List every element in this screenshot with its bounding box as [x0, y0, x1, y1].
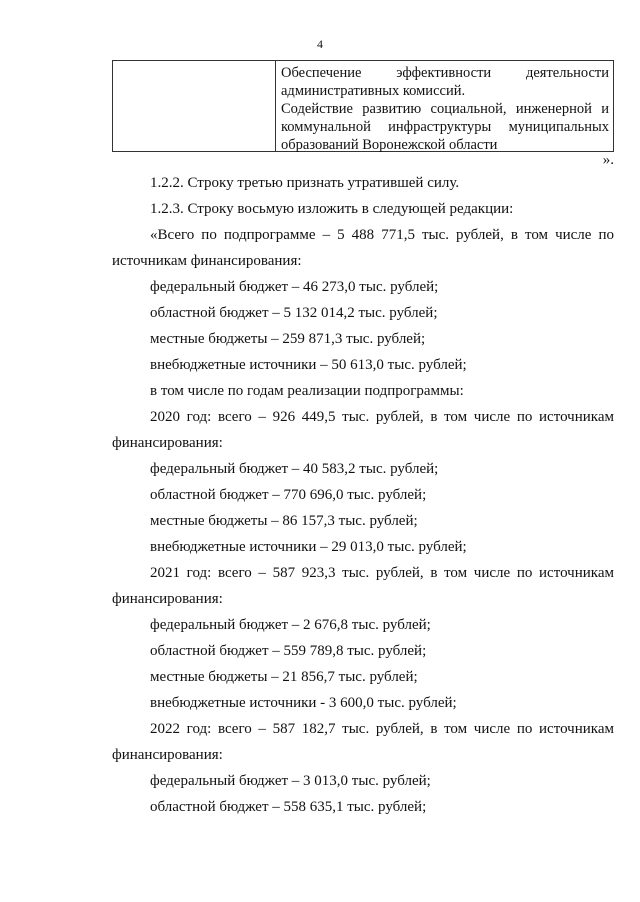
- paragraph: местные бюджеты – 259 871,3 тыс. рублей;: [150, 331, 426, 347]
- paragraph: областной бюджет – 559 789,8 тыс. рублей;: [150, 643, 427, 659]
- paragraph: 1.2.3. Строку восьмую изложить в следующей редакции:: [150, 201, 514, 217]
- paragraph: финансирования:: [112, 435, 223, 451]
- paragraph: федеральный бюджет – 3 013,0 тыс. рублей;: [150, 773, 431, 789]
- paragraph: местные бюджеты – 21 856,7 тыс. рублей;: [150, 669, 418, 685]
- paragraph: федеральный бюджет – 40 583,2 тыс. рублей;: [150, 461, 439, 477]
- paragraph: финансирования:: [112, 747, 223, 763]
- page-number: 4: [317, 37, 323, 51]
- table-cell-text: [281, 64, 609, 154]
- table-column-divider: [275, 61, 276, 151]
- table-cell-line: образований Воронежской области: [281, 137, 498, 153]
- paragraph: местные бюджеты – 86 157,3 тыс. рублей;: [150, 513, 418, 529]
- paragraph: финансирования:: [112, 591, 223, 607]
- paragraph: областной бюджет – 5 132 014,2 тыс. рублей;: [150, 305, 438, 321]
- paragraph: «Всего по подпрограмме – 5 488 771,5 тыс. рублей, в том числе по: [150, 227, 614, 243]
- paragraph: федеральный бюджет – 46 273,0 тыс. рублей;: [150, 279, 439, 295]
- paragraph: областной бюджет – 558 635,1 тыс. рублей;: [150, 799, 427, 815]
- paragraph: источникам финансирования:: [112, 253, 302, 269]
- paragraph: в том числе по годам реализации подпрограммы:: [150, 383, 464, 399]
- paragraph: 2021 год: всего – 587 923,3 тыс. рублей, в том числе по источникам: [150, 565, 614, 581]
- closing-quote: ».: [602, 152, 614, 168]
- paragraph: внебюджетные источники – 29 013,0 тыс. рублей;: [150, 539, 467, 555]
- table-cell-line: Обеспечение эффективности деятельности: [281, 65, 609, 81]
- table-cell-line: административных комиссий.: [281, 83, 466, 99]
- paragraph: 2022 год: всего – 587 182,7 тыс. рублей, в том числе по источникам: [150, 721, 614, 737]
- paragraph: 2020 год: всего – 926 449,5 тыс. рублей, в том числе по источникам: [150, 409, 614, 425]
- table-cell-line: коммунальной инфраструктуры муниципальных: [281, 119, 609, 135]
- paragraph: 1.2.2. Строку третью признать утратившей силу.: [150, 175, 460, 191]
- paragraph: внебюджетные источники - 3 600,0 тыс. рублей;: [150, 695, 457, 711]
- paragraph: областной бюджет – 770 696,0 тыс. рублей;: [150, 487, 427, 503]
- paragraph: внебюджетные источники – 50 613,0 тыс. рублей;: [150, 357, 467, 373]
- paragraph: федеральный бюджет – 2 676,8 тыс. рублей;: [150, 617, 431, 633]
- table-cell-line: Содействие развитию социальной, инженерной и: [281, 101, 609, 117]
- table-row: [112, 60, 614, 152]
